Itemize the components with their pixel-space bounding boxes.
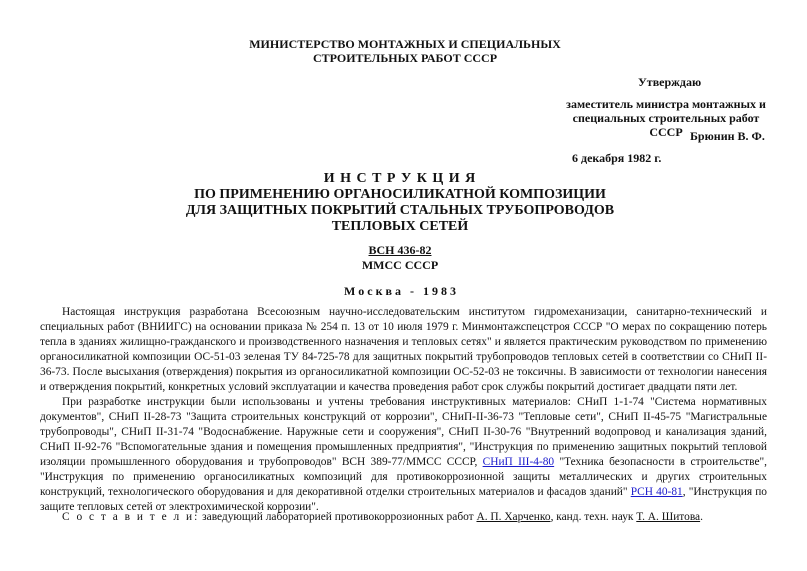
approval-date: 6 декабря 1982 г. xyxy=(572,151,662,165)
title-line-2: ПО ПРИМЕНЕНИЮ ОРГАНОСИЛИКАТНОЙ КОМПОЗИЦИИ xyxy=(194,187,606,202)
paragraph-references xyxy=(40,395,767,515)
document-code-block xyxy=(250,243,550,273)
composition-text-1: заведующий лабораторией противокоррозионных работ xyxy=(199,511,477,523)
link-snip-iii-4-80[interactable]: СНиП III-4-80 xyxy=(482,456,555,468)
approve-label: Утверждаю xyxy=(638,75,702,89)
references-text-3: , "Инструкция по защите тепловых сетей от электрохимической коррозии". xyxy=(40,486,767,513)
references-text-2: "Техника безопасности в строительстве", "Инструкция по применению органосиликатных композиций для противокоррозионной защиты металлических и других строительных конструкций, технологического оборудования и для декоративной отделки строительных материалов и фасадов зданий" xyxy=(40,456,767,498)
document-code: ВСН 436-82 xyxy=(368,243,432,257)
composition-end: . xyxy=(700,511,703,523)
document-org: ММСС СССР xyxy=(361,258,439,272)
approver-position-line-1: заместитель министра монтажных и xyxy=(566,97,766,111)
title-line-4: ТЕПЛОВЫХ СЕТЕЙ xyxy=(331,219,469,234)
author-kharchenko: А. П. Харченко xyxy=(476,511,551,523)
paragraph-intro: Настоящая инструкция разработана Всесоюзным научно-исследовательским институтом гидромеханизации, санитарно-технический и специальных работ (ВНИИГС) на основании приказа № 254 п. 13 от 10 июля 1979 г. Минмонтажспецстроя СССР "О мерах по сокращению потерь тепла в зданиях жилищно-гражданского и производственного назначения и тепловых сетях" и является практическим руководством по применению органосиликатной композиции ОС-51-03 зеленая ТУ 84-725-78 для защитных покрытий трубопроводов тепловых сетей в соответствии со СНиП II-36-73. После высыхания (отверждения) покрытия из органосиликатной композиции ОС-52-03 не токсичны. В зависимости от технологии нанесения и отверждения покрытий, конкретных условий эксплуатации и качества проведения работ срок службы покрытий достигает двадцати пяти лет. xyxy=(40,306,767,393)
approver-name: Брюнин В. Ф. xyxy=(690,129,765,143)
paragraph-composition xyxy=(40,510,767,525)
title-line-1: И Н С Т Р У К Ц И Я xyxy=(323,171,477,186)
approver-position-line-2: специальных строительных работ СССР xyxy=(572,111,760,139)
ministry-header xyxy=(220,37,590,65)
link-rsn-40-81[interactable]: РСН 40-81 xyxy=(630,486,683,498)
city-year: М о с к в а - 1 9 8 3 xyxy=(343,284,457,298)
ministry-line-1: МИНИСТЕРСТВО МОНТАЖНЫХ И СПЕЦИАЛЬНЫХ xyxy=(249,37,561,51)
composition-text-2: , канд. техн. наук xyxy=(550,511,637,523)
references-text-1: При разработке инструкции были использованы и учтены требования инструктивных материалов: СНиП 1-1-74 "Система нормативных документов", СНиП II-28-73 "Защита строительных конструкций от коррозии", СНиП-II-36-73 "Тепловые сети", СНиП II-45-75 "Магистральные трубопроводы", СНиП II-31-74 "Водоснабжение. Наружные сети и сооружения", СНиП II-30-76 "Внутренний водопровод и канализация зданий, СНиП II-92-76 "Вспомогательные здания и помещения промышленных предприятия", "Инструкция по применению защитных покрытий тепловой изоляции промышленного оборудования и трубопроводов" ВСН 389-77/ММСС СССР, xyxy=(40,396,767,468)
title-line-3: ДЛЯ ЗАЩИТНЫХ ПОКРЫТИЙ СТАЛЬНЫХ ТРУБОПРОВОДОВ xyxy=(185,203,615,218)
author-shitova: Т. А. Шитова xyxy=(636,511,701,523)
ministry-line-2: СТРОИТЕЛЬНЫХ РАБОТ СССР xyxy=(312,51,498,65)
composition-label: С о с т а в и т е л и: xyxy=(62,511,200,523)
document-title xyxy=(150,171,650,235)
